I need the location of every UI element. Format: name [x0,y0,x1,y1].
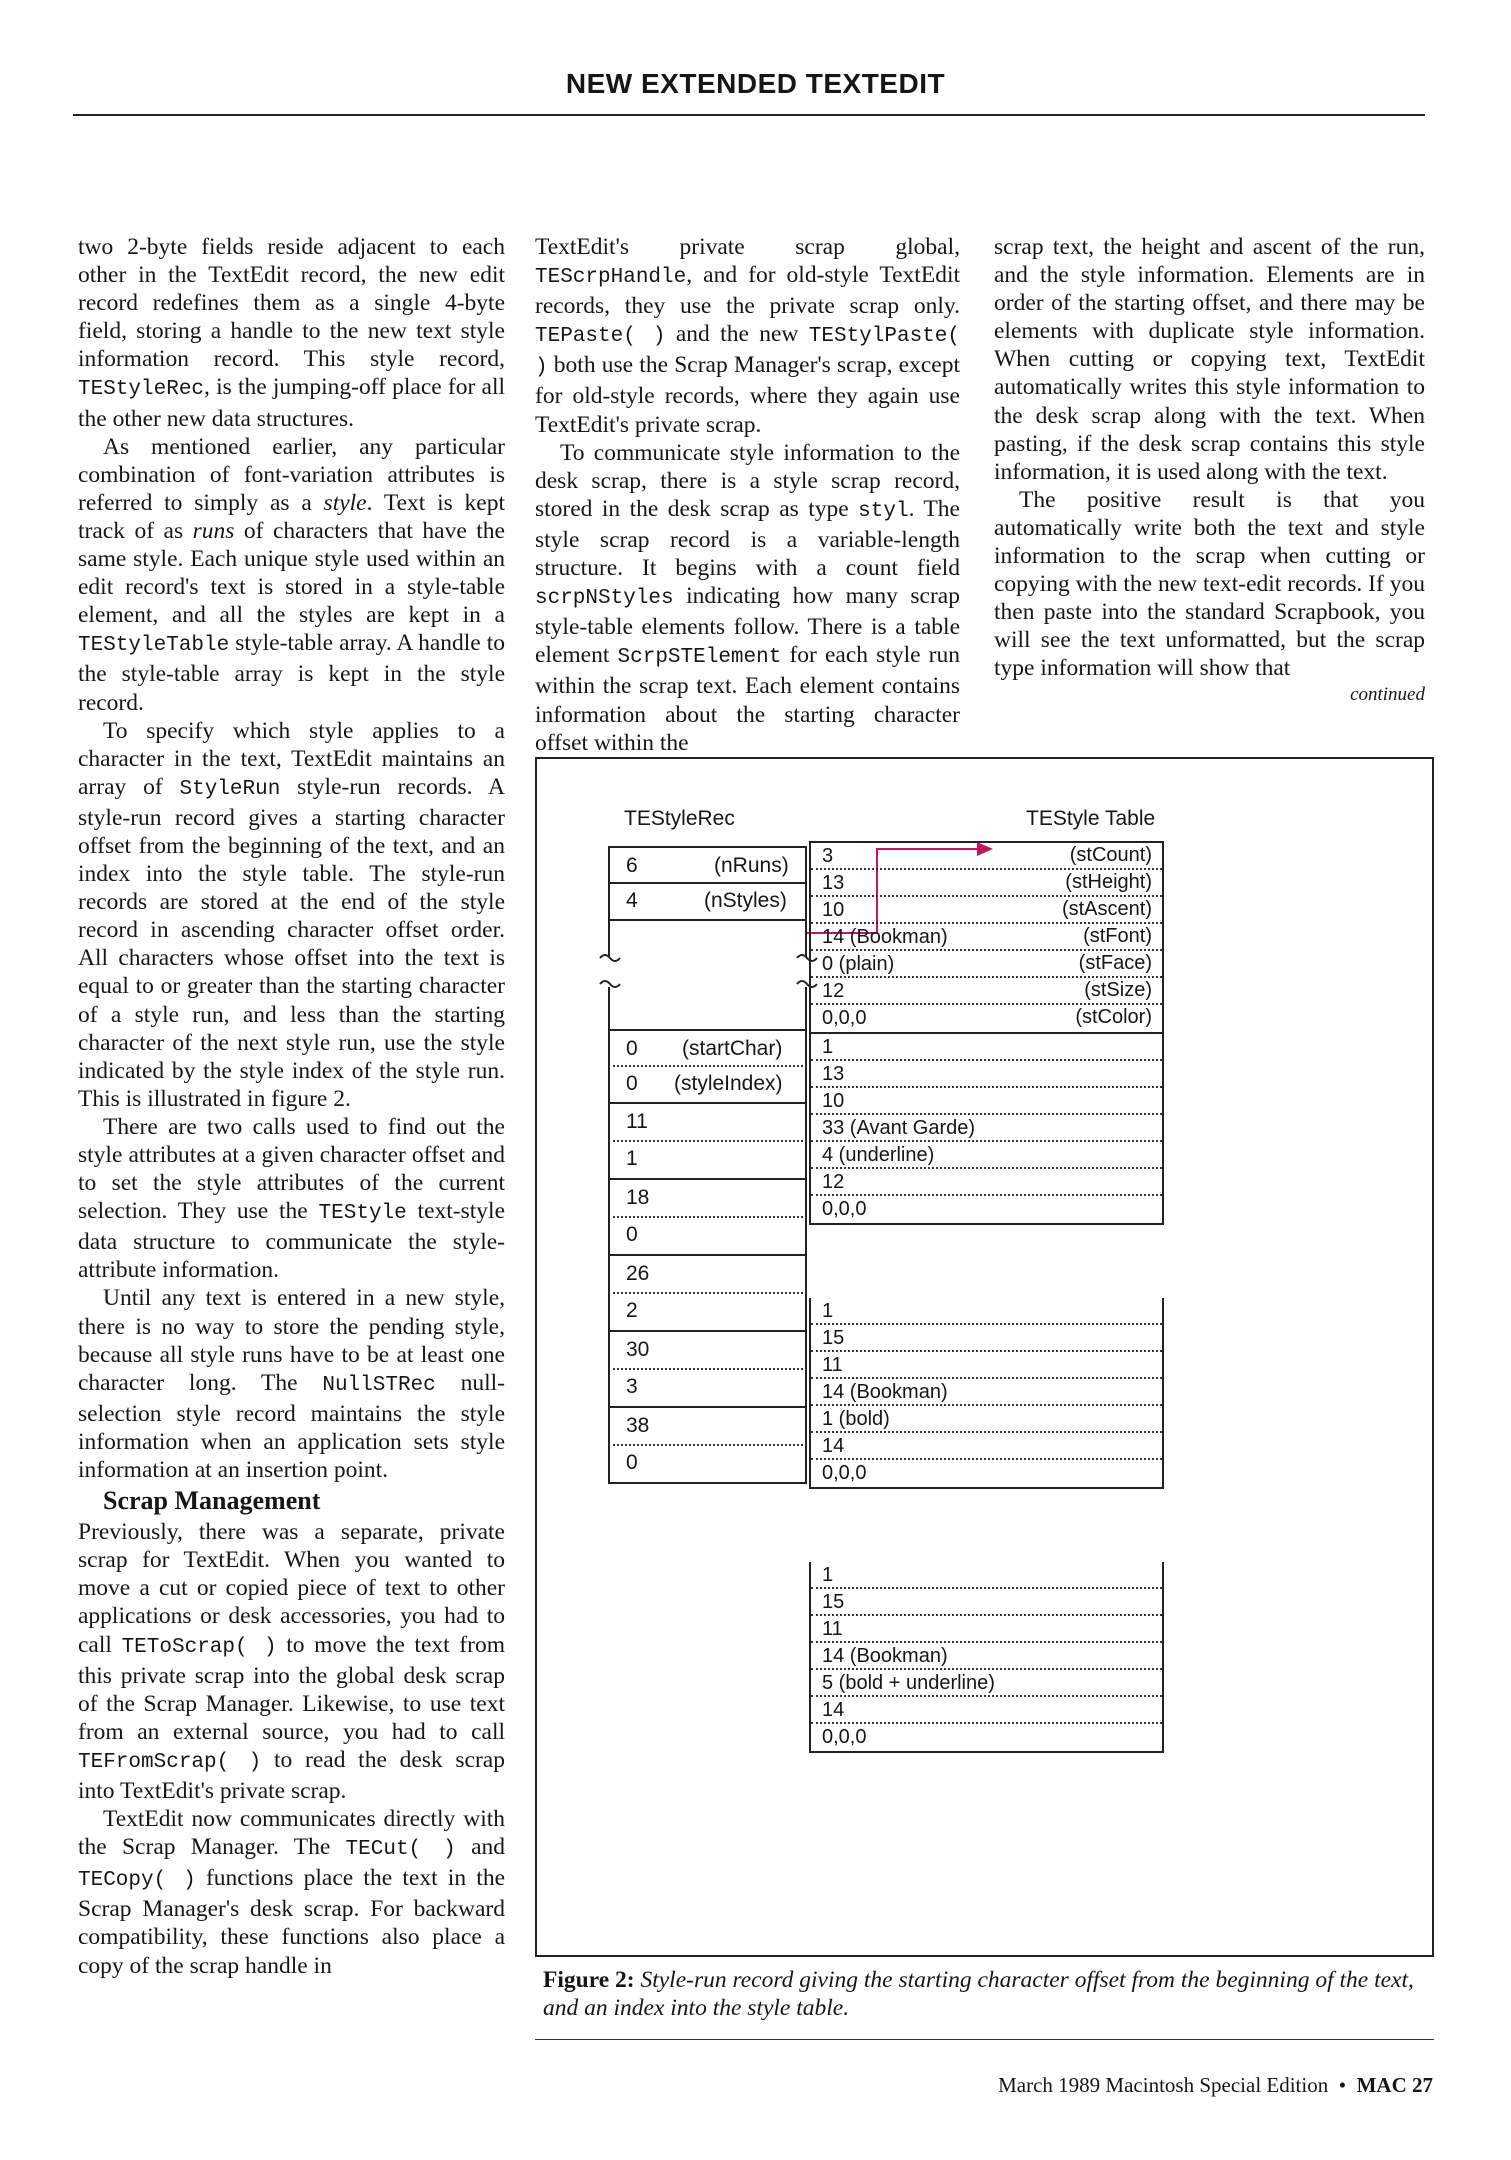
style-table-field: 11 [811,1352,1162,1379]
caption-rule [535,2039,1434,2040]
paragraph: scrap text, the height and ascent of the run, and the style information. Elements are in order of the starting offset, and there may be elements with duplicate style information. When cutting or copying text, TextEdit automatically writes this style information to the desk scrap along with the text. When pasting, if the desk scrap contains this style information, it is used along with the text. [994,234,1425,485]
paragraph: two 2-byte fields reside adjacent to each other in the TextEdit record, the new edit record redefines them as a single 4-byte field, storing a handle to the new text style information record. This style record, TEStyleRec, is the jumping-off place for all the other new data structures. [78,234,505,432]
paragraph: There are two calls used to find out the style attributes at a given character offset and to set the style attributes of the current selection. They use the TEStyle text-style data structure to communicate the style-attribute information. [78,1113,506,1284]
rec-run-offset: 38 [608,1408,807,1446]
style-table-field: 1 [811,1562,1162,1589]
rec-gap-upper [608,921,807,957]
style-table-field: 14 [811,1697,1162,1724]
style-table-header-row: 3 (stCount) [811,843,1162,870]
style-table-field: 13 [811,1061,1162,1088]
figure-caption: Figure 2: Style-run record giving the starting character offset from the beginning of the text, and an index into the style table. [543,1967,1414,2021]
style-table-field: 1 (bold) [811,1406,1162,1433]
style-table-field: 33 (Avant Garde) [811,1115,1162,1142]
style-table-field: 0,0,0 [822,1198,867,1220]
rec-run-index: 0 [608,1446,807,1484]
rec-run-index: 2 [608,1294,807,1332]
style-table-field: 15 [811,1589,1162,1616]
rec-run-index: 1 [608,1142,807,1180]
continued-label: continued [1350,683,1425,705]
style-table-field: 14 (Bookman) [811,1643,1162,1670]
page-footer: March 1989 Macintosh Special Edition • MAC 27 [998,2073,1433,2097]
rec-run-offset: 18 [608,1180,807,1218]
style-table-field: 12 [811,1169,1162,1196]
paragraph: TextEdit now communicates directly with the Scrap Manager. The TECut( ) and TECopy( ) functions place the text in the Scrap Manager's desk scrap. For backward compatibility, these functions also place a copy of the scrap handle in [78,1806,506,1979]
rec-run-offset: 30 [608,1332,807,1370]
rec-row-nstyles: 4 (nStyles) [608,884,807,921]
style-table-header-row: 13 (stHeight) [811,870,1162,897]
column-2 [535,233,960,757]
style-table-field: 11 [811,1616,1162,1643]
style-table-header-row: 0,0,0 (stColor) [822,1006,1152,1029]
page-header: NEW EXTENDED TEXTEDIT [565,68,946,99]
rec-run-index: 0 [608,1218,807,1256]
style-table-field: 14 (Bookman) [811,1379,1162,1406]
rec-row-startchar: 0 (startChar) [608,1029,807,1067]
rec-run-offset: 26 [608,1256,807,1294]
style-table-field: 4 (underline) [811,1142,1162,1169]
style-table-header-row: 14 (Bookman) (stFont) [811,924,1162,951]
header-rule [73,114,1425,116]
rec-run-index: 3 [608,1370,807,1408]
paragraph: As mentioned earlier, any particular combination of font-variation attributes is referred to simply as a style. Text is kept track of as runs of characters that have the same style. Each unique style used within an edit record's text is stored in a style-table element, and all the styles are kept in a TEStyleTable style-table array. A handle to the style-table array is kept in the style record. [78,433,505,716]
style-table-field: 5 (bold + underline) [811,1670,1162,1697]
style-table-header-row: 10 (stAscent) [811,897,1162,924]
style-table-element [809,1034,1164,1225]
paragraph: The positive result is that you automatically write both the text and style information to the scrap when cutting or copying with the new text-edit records. If you then paste into the standard Scrapbook, you will see the text unformatted, but the scrap type information will show that [994,486,1425,682]
paragraph: TextEdit's private scrap global, TEScrpHandle, and for old-style TextEdit records, they use the private scrap only. TEPaste( ) and the new TEStylPaste( ) both use the Scrap Manager's scrap, except for old-style records, where they again use TextEdit's private scrap. [535,234,960,438]
style-table-header [809,841,1164,1034]
style-table-field: 0,0,0 [822,1462,867,1484]
rec-row-nruns: 6 (nRuns) [608,846,807,884]
style-table-field: 1 [811,1298,1162,1325]
rec-run-offset: 11 [608,1104,807,1142]
style-table-field: 10 [811,1088,1162,1115]
style-table-field: 14 [811,1433,1162,1460]
style-table-field: 0,0,0 [822,1726,867,1748]
column-1 [78,233,505,1980]
paragraph: Until any text is entered in a new style, there is no way to store the pending style, because all style runs have to be at least one character long. The NullSTRec null-selection style record maintains the style information when an application sets style information at an insertion point. [78,1285,505,1484]
style-table-element [809,1562,1164,1753]
style-table-header-row: 0 (plain) (stFace) [811,951,1162,978]
section-heading: Scrap Management [103,1486,321,1516]
paragraph: To communicate style information to the desk scrap, there is a style scrap record, stored in the desk scrap as type styl. The style scrap record is a variable-length structure. It begins with a count field scrpNStyles indicating how many scrap style-table elements follow. There is a table element ScrpSTElement for each style run within the scrap text. Each element contains information about the starting character offset within the [535,439,960,756]
rec-gap-lower [608,987,807,1029]
style-table-field: 1 [811,1034,1162,1061]
style-table-field: 15 [811,1325,1162,1352]
figure-2 [535,757,1434,1957]
style-table-header-row: 12 (stSize) [811,978,1162,1005]
testyle-table-title: TEStyle Table [1026,807,1156,830]
column-3 [994,233,1425,707]
paragraph: To specify which style applies to a character in the text, TextEdit maintains an array of StyleRun style-run records. A style-run record gives a starting character offset from the beginning of the text, and an index into the style table. The style-run records are stored at the end of the style record in ascending character offset order. All characters whose offset into the text is equal to or greater than the starting character of a style run, and less than the starting character of the next style run, use the style indicated by the style index of the style run. This is illustrated in figure 2. [78,717,506,1112]
style-table-element [809,1298,1164,1489]
rec-row-styleindex: 0 (styleIndex) [608,1067,807,1104]
paragraph: Previously, there was a separate, private scrap for TextEdit. When you wanted to move a cut or copied piece of text to other applications or desk accessories, you had to call TEToScrap( ) to move the text from this private scrap into the global desk scrap of the Scrap Manager. Likewise, to use text from an external source, you had to call TEFromScrap( ) to read the desk scrap into TextEdit's private scrap. [78,1519,505,1804]
testylerec-title: TEStyleRec [624,807,735,830]
